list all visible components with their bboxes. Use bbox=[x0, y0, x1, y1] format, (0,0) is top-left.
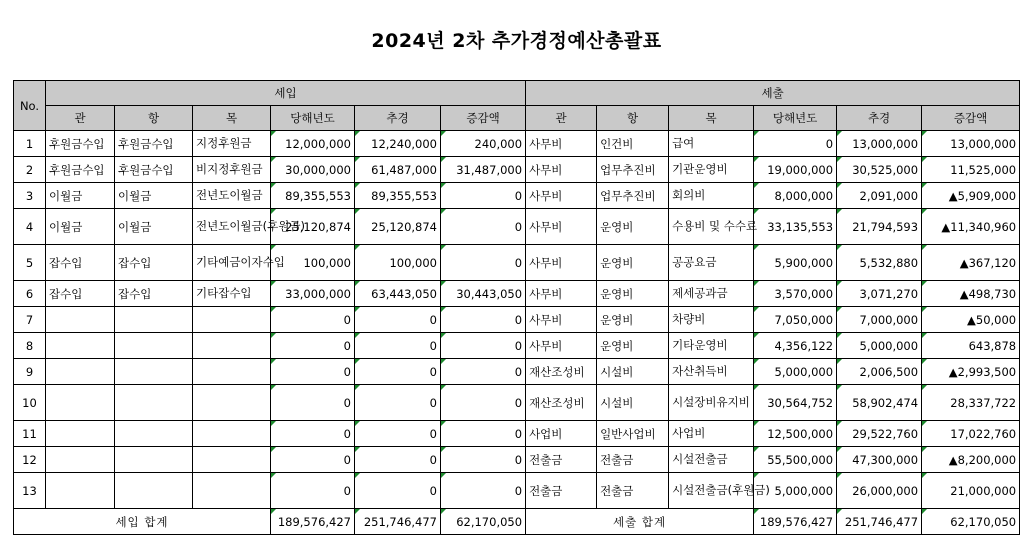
income-cell-revised: 100,000 bbox=[355, 245, 441, 281]
expense-cell-diff: 13,000,000 bbox=[922, 131, 1020, 157]
table-row bbox=[14, 447, 1020, 473]
expense-cell-revised: 3,071,270 bbox=[837, 281, 922, 307]
income-cell-mok: 비지정후원금 bbox=[193, 157, 271, 183]
income-cell-base-year: 0 bbox=[271, 307, 355, 333]
income-total-label: 세입 합계 bbox=[14, 509, 271, 535]
income-cell-mok bbox=[193, 473, 271, 509]
expense-cell-kwan: 사무비 bbox=[526, 307, 597, 333]
income-cell-base-year: 33,000,000 bbox=[271, 281, 355, 307]
expense-cell-base-year: 4,356,122 bbox=[754, 333, 837, 359]
income-cell-mok bbox=[193, 447, 271, 473]
expense-cell-hang: 업무추진비 bbox=[597, 183, 669, 209]
income-cell-diff: 0 bbox=[441, 209, 526, 245]
income-cell-hang: 이월금 bbox=[115, 209, 193, 245]
expense-cell-base-year: 3,570,000 bbox=[754, 281, 837, 307]
income-cell-mok bbox=[193, 359, 271, 385]
income-cell-kwan bbox=[46, 421, 115, 447]
income-cell-kwan: 후원금수입 bbox=[46, 131, 115, 157]
income-col-mok: 목 bbox=[193, 106, 271, 131]
income-cell-diff: 0 bbox=[441, 307, 526, 333]
expense-cell-mok: 차량비 bbox=[669, 307, 754, 333]
income-cell-base-year: 89,355,553 bbox=[271, 183, 355, 209]
expense-cell-base-year: 5,000,000 bbox=[754, 473, 837, 509]
income-cell-kwan: 잡수입 bbox=[46, 245, 115, 281]
row-number: 5 bbox=[14, 245, 46, 281]
income-cell-kwan bbox=[46, 385, 115, 421]
expense-cell-revised: 13,000,000 bbox=[837, 131, 922, 157]
expense-cell-kwan: 재산조성비 bbox=[526, 359, 597, 385]
income-cell-mok: 기타예금이자수입 bbox=[193, 245, 271, 281]
table-row bbox=[14, 131, 1020, 157]
income-cell-revised: 0 bbox=[355, 447, 441, 473]
expense-cell-hang: 일반사업비 bbox=[597, 421, 669, 447]
expense-cell-hang: 운영비 bbox=[597, 281, 669, 307]
income-cell-revised: 89,355,553 bbox=[355, 183, 441, 209]
expense-cell-kwan: 사무비 bbox=[526, 245, 597, 281]
income-cell-revised: 0 bbox=[355, 307, 441, 333]
expense-cell-revised: 7,000,000 bbox=[837, 307, 922, 333]
income-cell-base-year: 0 bbox=[271, 333, 355, 359]
income-cell-kwan: 잡수입 bbox=[46, 281, 115, 307]
expense-cell-hang: 전출금 bbox=[597, 473, 669, 509]
expense-cell-revised: 58,902,474 bbox=[837, 385, 922, 421]
income-cell-hang: 후원금수입 bbox=[115, 157, 193, 183]
income-cell-revised: 25,120,874 bbox=[355, 209, 441, 245]
page-title: 2024년 2차 추가경정예산총괄표 bbox=[371, 30, 662, 52]
income-cell-hang bbox=[115, 447, 193, 473]
expense-cell-mok: 자산취득비 bbox=[669, 359, 754, 385]
header-no: No. bbox=[14, 81, 46, 131]
income-cell-diff: 0 bbox=[441, 447, 526, 473]
income-cell-mok bbox=[193, 307, 271, 333]
expense-cell-revised: 2,006,500 bbox=[837, 359, 922, 385]
income-cell-kwan bbox=[46, 307, 115, 333]
expense-col-hang: 항 bbox=[597, 106, 669, 131]
expense-cell-hang: 운영비 bbox=[597, 209, 669, 245]
income-cell-revised: 0 bbox=[355, 359, 441, 385]
income-cell-mok: 전년도이월금 bbox=[193, 183, 271, 209]
income-cell-base-year: 0 bbox=[271, 447, 355, 473]
expense-cell-kwan: 전출금 bbox=[526, 473, 597, 509]
header-income: 세입 bbox=[46, 81, 526, 106]
expense-cell-revised: 5,000,000 bbox=[837, 333, 922, 359]
income-cell-hang bbox=[115, 307, 193, 333]
income-cell-mok bbox=[193, 385, 271, 421]
income-cell-diff: 0 bbox=[441, 473, 526, 509]
income-cell-hang: 잡수입 bbox=[115, 281, 193, 307]
expense-total-base: 189,576,427 bbox=[754, 509, 837, 535]
expense-cell-diff: 643,878 bbox=[922, 333, 1020, 359]
income-cell-base-year: 25,120,874 bbox=[271, 209, 355, 245]
expense-cell-base-year: 8,000,000 bbox=[754, 183, 837, 209]
income-cell-mok: 전년도이월금(후원금) bbox=[193, 209, 271, 245]
income-cell-revised: 63,443,050 bbox=[355, 281, 441, 307]
income-cell-revised: 0 bbox=[355, 473, 441, 509]
income-cell-diff: 240,000 bbox=[441, 131, 526, 157]
expense-cell-mok: 회의비 bbox=[669, 183, 754, 209]
expense-cell-hang: 전출금 bbox=[597, 447, 669, 473]
expense-cell-hang: 운영비 bbox=[597, 333, 669, 359]
expense-total-label: 세출 합계 bbox=[526, 509, 754, 535]
expense-cell-mok: 수용비 및 수수료 bbox=[669, 209, 754, 245]
income-cell-diff: 0 bbox=[441, 359, 526, 385]
income-cell-hang bbox=[115, 421, 193, 447]
income-total-revised: 251,746,477 bbox=[355, 509, 441, 535]
expense-cell-hang: 운영비 bbox=[597, 307, 669, 333]
income-cell-diff: 0 bbox=[441, 421, 526, 447]
expense-cell-kwan: 사무비 bbox=[526, 157, 597, 183]
table-row bbox=[14, 421, 1020, 447]
expense-col-kwan: 관 bbox=[526, 106, 597, 131]
expense-cell-mok: 공공요금 bbox=[669, 245, 754, 281]
expense-cell-mok: 제세공과금 bbox=[669, 281, 754, 307]
expense-cell-mok: 기타운영비 bbox=[669, 333, 754, 359]
income-cell-base-year: 100,000 bbox=[271, 245, 355, 281]
income-cell-base-year: 0 bbox=[271, 359, 355, 385]
table-row bbox=[14, 307, 1020, 333]
expense-cell-mok: 시설장비유지비 bbox=[669, 385, 754, 421]
expense-cell-diff: ▲8,200,000 bbox=[922, 447, 1020, 473]
expense-cell-mok: 기관운영비 bbox=[669, 157, 754, 183]
table-row bbox=[14, 333, 1020, 359]
expense-cell-diff: 17,022,760 bbox=[922, 421, 1020, 447]
expense-cell-kwan: 재산조성비 bbox=[526, 385, 597, 421]
expense-cell-hang: 운영비 bbox=[597, 245, 669, 281]
expense-cell-diff: ▲367,120 bbox=[922, 245, 1020, 281]
row-number: 10 bbox=[14, 385, 46, 421]
income-cell-diff: 31,487,000 bbox=[441, 157, 526, 183]
income-cell-mok: 기타잡수입 bbox=[193, 281, 271, 307]
expense-col-diff: 증감액 bbox=[922, 106, 1020, 131]
row-number: 6 bbox=[14, 281, 46, 307]
income-cell-kwan bbox=[46, 473, 115, 509]
income-cell-mok: 지정후원금 bbox=[193, 131, 271, 157]
expense-cell-kwan: 사업비 bbox=[526, 421, 597, 447]
expense-cell-base-year: 5,000,000 bbox=[754, 359, 837, 385]
table-row bbox=[14, 245, 1020, 281]
income-cell-base-year: 0 bbox=[271, 421, 355, 447]
income-total-base: 189,576,427 bbox=[271, 509, 355, 535]
income-cell-kwan: 이월금 bbox=[46, 183, 115, 209]
income-cell-base-year: 0 bbox=[271, 385, 355, 421]
expense-cell-mok: 시설전출금 bbox=[669, 447, 754, 473]
row-number: 11 bbox=[14, 421, 46, 447]
row-number: 1 bbox=[14, 131, 46, 157]
expense-col-revised: 추경 bbox=[837, 106, 922, 131]
table-row bbox=[14, 281, 1020, 307]
income-col-kwan: 관 bbox=[46, 106, 115, 131]
income-cell-hang: 후원금수입 bbox=[115, 131, 193, 157]
income-cell-mok bbox=[193, 333, 271, 359]
income-cell-hang bbox=[115, 359, 193, 385]
expense-cell-revised: 2,091,000 bbox=[837, 183, 922, 209]
expense-cell-revised: 26,000,000 bbox=[837, 473, 922, 509]
income-total-diff: 62,170,050 bbox=[441, 509, 526, 535]
income-cell-base-year: 12,000,000 bbox=[271, 131, 355, 157]
income-cell-kwan bbox=[46, 333, 115, 359]
expense-cell-kwan: 전출금 bbox=[526, 447, 597, 473]
expense-cell-revised: 30,525,000 bbox=[837, 157, 922, 183]
expense-cell-base-year: 0 bbox=[754, 131, 837, 157]
income-cell-hang bbox=[115, 333, 193, 359]
income-cell-mok bbox=[193, 421, 271, 447]
expense-cell-base-year: 12,500,000 bbox=[754, 421, 837, 447]
income-col-revised: 추경 bbox=[355, 106, 441, 131]
income-cell-kwan: 후원금수입 bbox=[46, 157, 115, 183]
expense-total-revised: 251,746,477 bbox=[837, 509, 922, 535]
expense-cell-mok: 시설전출금(후원금) bbox=[669, 473, 754, 509]
table-row bbox=[14, 209, 1020, 245]
income-cell-base-year: 0 bbox=[271, 473, 355, 509]
income-cell-kwan bbox=[46, 359, 115, 385]
expense-cell-revised: 47,300,000 bbox=[837, 447, 922, 473]
budget-summary-table bbox=[13, 80, 1020, 535]
table-row bbox=[14, 157, 1020, 183]
income-cell-hang bbox=[115, 473, 193, 509]
expense-cell-hang: 업무추진비 bbox=[597, 157, 669, 183]
row-number: 13 bbox=[14, 473, 46, 509]
income-cell-hang: 잡수입 bbox=[115, 245, 193, 281]
row-number: 12 bbox=[14, 447, 46, 473]
income-cell-revised: 0 bbox=[355, 421, 441, 447]
table-row bbox=[14, 473, 1020, 509]
income-cell-base-year: 30,000,000 bbox=[271, 157, 355, 183]
header-expense: 세출 bbox=[526, 81, 1020, 106]
expense-cell-diff: 21,000,000 bbox=[922, 473, 1020, 509]
row-number: 7 bbox=[14, 307, 46, 333]
income-cell-diff: 0 bbox=[441, 333, 526, 359]
table-row bbox=[14, 385, 1020, 421]
expense-cell-kwan: 사무비 bbox=[526, 131, 597, 157]
row-number: 2 bbox=[14, 157, 46, 183]
expense-cell-kwan: 사무비 bbox=[526, 281, 597, 307]
expense-cell-hang: 인건비 bbox=[597, 131, 669, 157]
income-cell-revised: 0 bbox=[355, 385, 441, 421]
expense-cell-base-year: 19,000,000 bbox=[754, 157, 837, 183]
income-cell-revised: 12,240,000 bbox=[355, 131, 441, 157]
income-col-base-year: 당해년도 bbox=[271, 106, 355, 131]
expense-cell-diff: 28,337,722 bbox=[922, 385, 1020, 421]
income-cell-revised: 0 bbox=[355, 333, 441, 359]
expense-cell-diff: 11,525,000 bbox=[922, 157, 1020, 183]
income-cell-hang: 이월금 bbox=[115, 183, 193, 209]
income-cell-revised: 61,487,000 bbox=[355, 157, 441, 183]
expense-cell-diff: ▲2,993,500 bbox=[922, 359, 1020, 385]
expense-cell-base-year: 30,564,752 bbox=[754, 385, 837, 421]
table-row bbox=[14, 183, 1020, 209]
expense-cell-kwan: 사무비 bbox=[526, 183, 597, 209]
row-number: 4 bbox=[14, 209, 46, 245]
expense-cell-base-year: 5,900,000 bbox=[754, 245, 837, 281]
expense-cell-diff: ▲498,730 bbox=[922, 281, 1020, 307]
expense-cell-revised: 5,532,880 bbox=[837, 245, 922, 281]
row-number: 9 bbox=[14, 359, 46, 385]
row-number: 8 bbox=[14, 333, 46, 359]
expense-cell-kwan: 사무비 bbox=[526, 209, 597, 245]
expense-cell-base-year: 7,050,000 bbox=[754, 307, 837, 333]
expense-cell-mok: 급여 bbox=[669, 131, 754, 157]
table-row bbox=[14, 359, 1020, 385]
expense-cell-kwan: 사무비 bbox=[526, 333, 597, 359]
expense-cell-revised: 21,794,593 bbox=[837, 209, 922, 245]
income-cell-diff: 30,443,050 bbox=[441, 281, 526, 307]
income-cell-diff: 0 bbox=[441, 245, 526, 281]
expense-cell-base-year: 33,135,553 bbox=[754, 209, 837, 245]
expense-cell-revised: 29,522,760 bbox=[837, 421, 922, 447]
expense-cell-hang: 시설비 bbox=[597, 385, 669, 421]
expense-col-base-year: 당해년도 bbox=[754, 106, 837, 131]
income-cell-kwan bbox=[46, 447, 115, 473]
income-col-diff: 증감액 bbox=[441, 106, 526, 131]
expense-cell-diff: ▲11,340,960 bbox=[922, 209, 1020, 245]
expense-cell-base-year: 55,500,000 bbox=[754, 447, 837, 473]
expense-col-mok: 목 bbox=[669, 106, 754, 131]
expense-cell-mok: 사업비 bbox=[669, 421, 754, 447]
income-cell-diff: 0 bbox=[441, 385, 526, 421]
income-cell-kwan: 이월금 bbox=[46, 209, 115, 245]
expense-cell-hang: 시설비 bbox=[597, 359, 669, 385]
income-col-hang: 항 bbox=[115, 106, 193, 131]
expense-total-diff: 62,170,050 bbox=[922, 509, 1020, 535]
row-number: 3 bbox=[14, 183, 46, 209]
income-cell-diff: 0 bbox=[441, 183, 526, 209]
income-cell-hang bbox=[115, 385, 193, 421]
expense-cell-diff: ▲50,000 bbox=[922, 307, 1020, 333]
expense-cell-diff: ▲5,909,000 bbox=[922, 183, 1020, 209]
